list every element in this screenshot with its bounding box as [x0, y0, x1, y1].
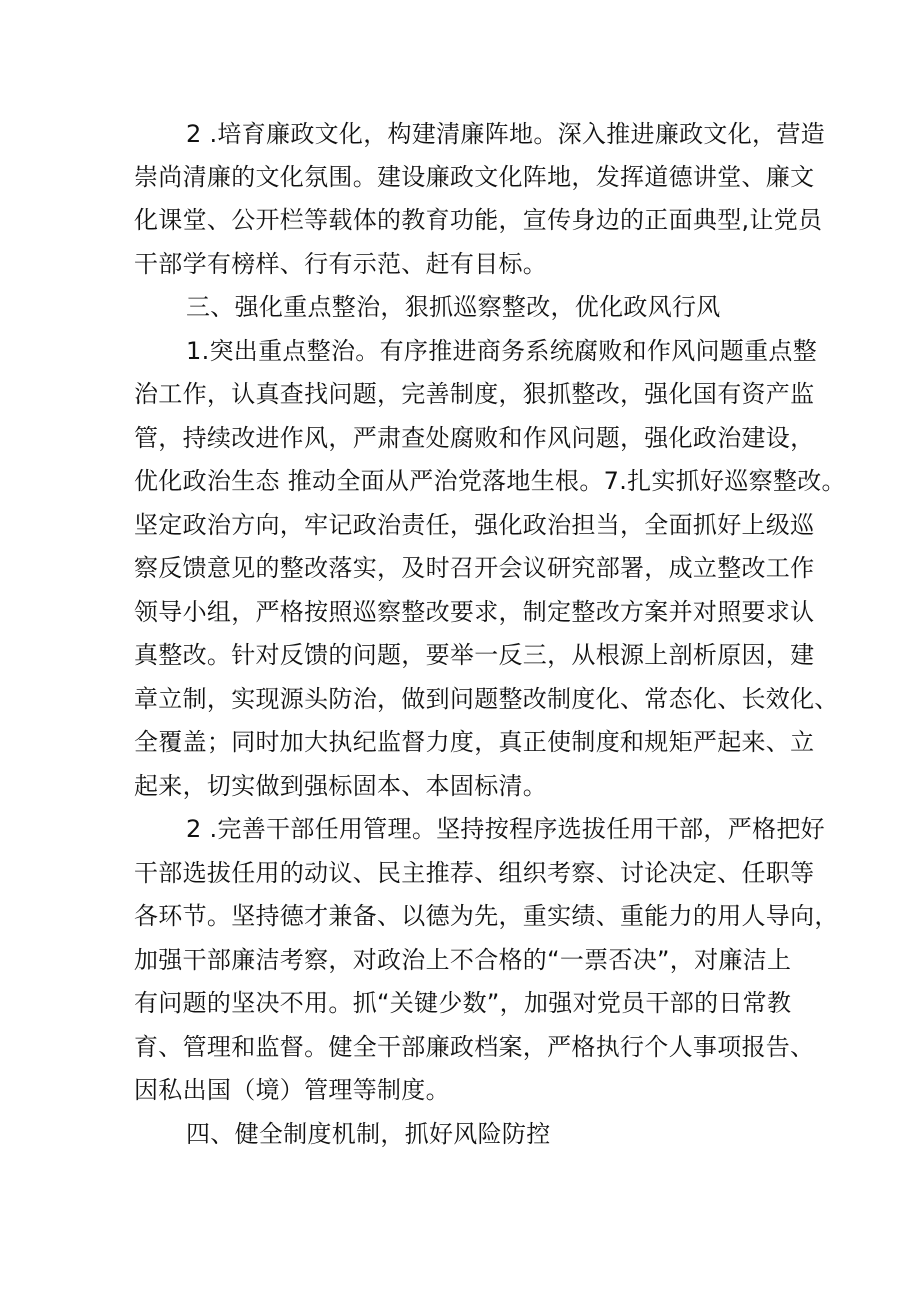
- section-heading: 三、强化重点整治，狠抓巡察整改，优化政风行风: [186, 293, 721, 321]
- paragraph-line: 管，持续改进作风，严肃查处腐败和作风问题，强化政治建设，: [134, 424, 815, 452]
- paragraph-line: 育、管理和监督。健全干部廉政档案，严格执行个人事项报告、: [134, 1033, 815, 1061]
- paragraph-line: 全覆盖；同时加大执纪监督力度，真正使制度和规矩严起来、立: [134, 728, 815, 756]
- paragraph-line: 起来，切实做到强标固本、本固标清。: [134, 772, 548, 800]
- paragraph-line: 干部选拔任用的动议、民主推荐、组织考察、讨论决定、任职等: [134, 859, 815, 887]
- paragraph-line: 优化政治生态 推动全面从严治党落地生根。7.扎实抓好巡察整改。: [134, 467, 846, 495]
- paragraph-line: 察反馈意见的整改落实，及时召开会议研究部署，成立整改工作: [134, 554, 815, 582]
- paragraph-line: 领导小组，严格按照巡察整改要求，制定整改方案并对照要求认: [134, 598, 815, 626]
- paragraph-line: 崇尚清廉的文化氛围。建设廉政文化阵地，发挥道德讲堂、廉文: [134, 163, 815, 191]
- paragraph-line: 因私出国（境）管理等制度。: [134, 1076, 450, 1104]
- paragraph-line: 2 .培育廉政文化，构建清廉阵地。深入推进廉政文化，营造: [186, 120, 825, 148]
- paragraph-line: 化课堂、公开栏等载体的教育功能，宣传身边的正面典型,让党员: [134, 206, 823, 234]
- paragraph-line: 坚定政治方向，牢记政治责任，强化政治担当，全面抓好上级巡: [134, 511, 815, 539]
- section-heading: 四、健全制度机制，抓好风险防控: [186, 1120, 551, 1148]
- paragraph-line: 加强干部廉洁考察，对政治上不合格的“一票否决”，对廉洁上: [134, 946, 792, 974]
- paragraph-line: 干部学有榜样、行有示范、赶有目标。: [134, 250, 548, 278]
- paragraph-line: 真整改。针对反馈的问题，要举一反三，从根源上剖析原因，建: [134, 641, 815, 669]
- paragraph-line: 各环节。坚持德才兼备、以德为先，重实绩、重能力的用人导向，: [134, 902, 839, 930]
- paragraph-line: 1.突出重点整治。有序推进商务系统腐败和作风问题重点整: [186, 337, 817, 365]
- paragraph-line: 有问题的坚决不用。抓“关键少数”，加强对党员干部的日常教: [134, 989, 792, 1017]
- paragraph-line: 章立制，实现源头防治，做到问题整改制度化、常态化、长效化、: [134, 685, 839, 713]
- paragraph-line: 治工作，认真查找问题，完善制度，狠抓整改，强化国有资产监: [134, 380, 815, 408]
- paragraph-line: 2 .完善干部任用管理。坚持按程序选拔任用干部，严格把好: [186, 815, 825, 843]
